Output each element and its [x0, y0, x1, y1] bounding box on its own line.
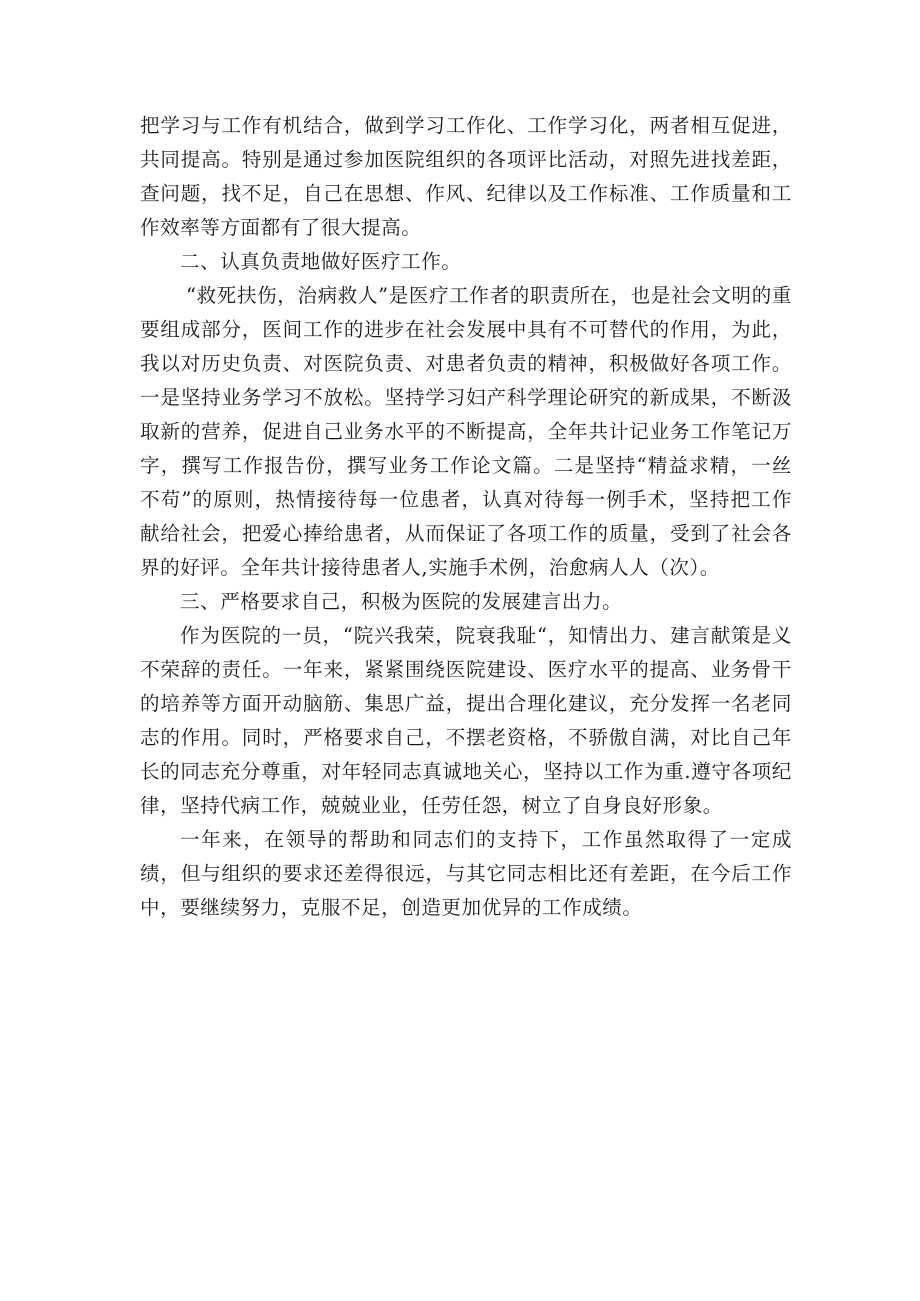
paragraph-hospital-member: 作为医院的一员，“院兴我荣，院衰我耻“，知情出力、建言献策是义不荣辞的责任。一年来，紧紧围绕医院建设、医疗水平的提高、业务骨干的培养等方面开动脑筋、集思广益，提出合理化建议，充分发挥一名老同志的作用。同时，严格要求自己，不摆老资格，不骄傲自满，对比自己年长的同志充分尊重，对年轻同志真诚地关心，坚持以工作为重.遵守各项纪律，坚持代病工作，兢兢业业，任劳任怨，树立了自身良好形象。	[140, 624, 792, 817]
section-heading-strict-requirements: 三、严格要求自己，积极为医院的发展建言出力。	[180, 590, 623, 613]
paragraph-conclusion: 一年来，在领导的帮助和同志们的支持下，工作虽然取得了一定成绩，但与组织的要求还差得很远，与其它同志相比还有差距，在今后工作中，要继续努力，克服不足，创造更加优异的工作成绩。	[140, 828, 792, 919]
paragraph-medical-work: “救死扶伤，治病救人”是医疗工作者的职责所在，也是社会文明的重要组成部分，医间工作的进步在社会发展中具有不可替代的作用，为此，我以对历史负责、对医院负责、对患者负责的精神，积极做好各项工作。一是坚持业务学习不放松。坚持学习妇产科学理论研究的新成果，不断汲取新的营养，促进自己业务水平的不断提高，全年共计记业务工作笔记万字，撰写工作报告份，撰写业务工作论文篇。二是坚持“精益求精，一丝不苟”的原则，热情接待每一位患者，认真对待每一例手术，坚持把工作献给社会，把爱心捧给患者，从而保证了各项工作的质量，受到了社会各界的好评。全年共计接待患者人,实施手术例，治愈病人人（次）。	[140, 284, 792, 579]
section-heading-medical-work: 二、认真负责地做好医疗工作。	[180, 250, 462, 273]
document-body	[140, 109, 792, 925]
paragraph-study-work: 把学习与工作有机结合，做到学习工作化、工作学习化，两者相互促进，共同提高。特别是通过参加医院组织的各项评比活动，对照先进找差距，查问题，找不足，自己在思想、作风、纪律以及工作标准、工作质量和工作效率等方面都有了很大提高。	[140, 114, 792, 239]
